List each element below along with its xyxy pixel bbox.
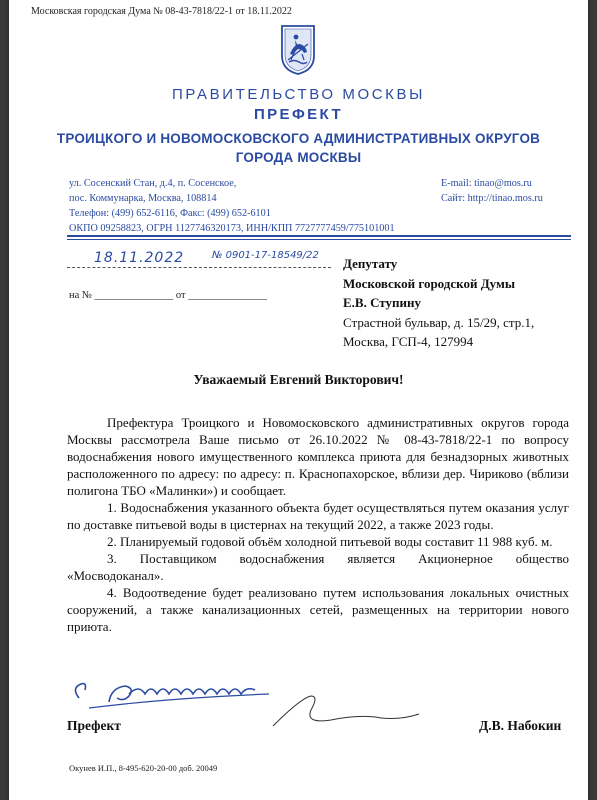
contacts-left [69, 176, 395, 236]
outgoing-date: 18.11.2022 [94, 250, 185, 266]
body-paragraph-intro: Префектура Троицкого и Новомосковского административных округов города Москвы рассмотрела Ваше письмо от 26.10.2022 № 08-43-7818/22-1 по вопросу водоснабжения нового имущественного комплекса приюта для безнадзорных животных расположенного по адресу: по адресу: п. Краснопахорское, вблизи дер. Чириково (вблизи полигона ТБО «Малинки») и сообщает. [67, 415, 569, 498]
signer-role: Префект [67, 718, 121, 733]
salutation: Уважаемый Евгений Викторович! [193, 372, 404, 387]
body-paragraph-1: 1. Водоснабжения указанного объекта будет осуществляться путем оказания услуг по доставке питьевой воды в цистернах на текущий 2022, а также 2023 годы. [67, 500, 569, 532]
moscow-coat-of-arms-icon [280, 24, 316, 76]
phones-line: Телефон: (499) 652-6116, Факс: (499) 652-6101 [69, 208, 271, 219]
date-underline [67, 267, 207, 268]
signer-name: Д.В. Набокин [479, 718, 562, 733]
header-divider-thin [67, 239, 571, 240]
codes-line: ОКПО 09258823, ОГРН 1127746320173, ИНН/КПП 7727777459/775101001 [69, 223, 395, 234]
registration-stamp: Московская городская Дума № 08-43-7818/22-1 от 18.11.2022 [31, 6, 292, 17]
signature-flourish [271, 690, 421, 730]
address-line-2: пос. Коммунарка, Москва, 108814 [69, 193, 217, 204]
addressee-line-1: Депутату [343, 256, 398, 271]
letter-body [67, 414, 569, 635]
address-line-1: ул. Сосенский Стан, д.4, п. Сосенское, [69, 178, 237, 189]
addressee-line-2: Московской городской Думы [343, 275, 515, 291]
addressee-name: Е.В. Ступину [343, 295, 421, 310]
addressee-street: Страстной бульвар, д. 15/29, стр.1, [343, 314, 535, 330]
letter-page [9, 0, 588, 800]
number-value: 0901-17-18549/22 [225, 250, 319, 261]
prefect-title: ПРЕФЕКТ [253, 106, 344, 123]
districts-title: ТРОИЦКОГО И НОВОМОСКОВСКОГО АДМИНИСТРАТИВНЫХ ОКРУГОВ [56, 131, 541, 146]
site-line: Сайт: http://tinao.mos.ru [441, 193, 543, 204]
addressee-city: Москва, ГСП-4, 127994 [343, 334, 474, 349]
outgoing-number [212, 250, 319, 261]
city-title: ГОРОДА МОСКВЫ [235, 150, 362, 165]
number-underline [209, 267, 331, 268]
addressee-block [343, 254, 534, 352]
body-paragraph-2: 2. Планируемый годовой объём холодной питьевой воды составит 11 988 куб. м. [107, 534, 553, 549]
contacts-right [441, 176, 543, 206]
body-paragraph-4: 4. Водоотведение будет реализовано путем использования локальных очистных сооружений, а также канализационных сетей, размещенных на территории нового приюта. [67, 585, 569, 634]
government-title: ПРАВИТЕЛЬСТВО МОСКВЫ [172, 86, 425, 103]
number-sign: № [212, 250, 223, 261]
executor-contact: Окунев И.П., 8-495-620-20-00 доб. 20049 [69, 763, 218, 773]
email-line: E-mail: tinao@mos.ru [441, 178, 532, 189]
header-divider-thick [67, 235, 571, 237]
body-paragraph-3: 3. Поставщиком водоснабжения является Акционерное общество «Мосводоканал». [67, 551, 569, 583]
reference-line: на № _______________ от _______________ [69, 290, 267, 301]
